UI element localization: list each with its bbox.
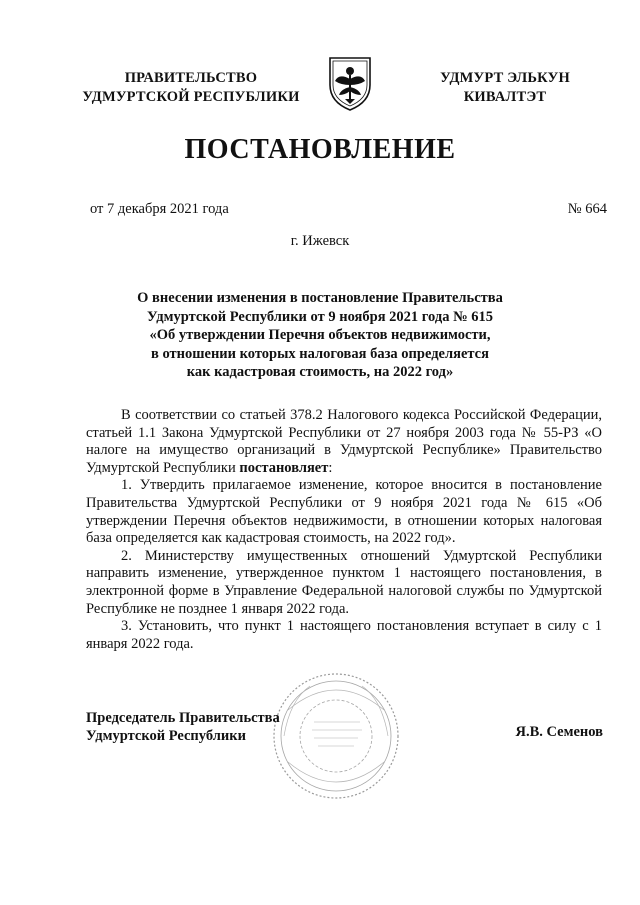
signatory-name: Я.В. Семенов bbox=[515, 724, 603, 740]
item-1-paragraph: 1. Утвердить прилагаемое изменение, которое вносится в постановление Правительства Удмуртской Республики от 9 ноября 2021 года № 615 «Об утверждении Перечня объектов недвижимости, в отношении которых налоговая база определяется как кадастровая стоимость, на 2022 год». bbox=[86, 477, 602, 547]
document-date: от 7 декабря 2021 года bbox=[90, 201, 229, 217]
document-body bbox=[86, 407, 602, 653]
coat-of-arms-icon bbox=[327, 55, 373, 113]
document-number: № 664 bbox=[567, 201, 607, 217]
subject-line: О внесении изменения в постановление Правительства bbox=[137, 290, 503, 306]
subject-line: в отношении которых налоговая база определяется bbox=[151, 345, 489, 362]
item-2-paragraph: 2. Министерству имущественных отношений Удмуртской Республики направить изменение, утвержденное пунктом 1 настоящего постановления, в электронной форме в Управление Федеральной налоговой службы по Удмуртской Республике не позднее 1 января 2022 года. bbox=[86, 547, 602, 617]
official-stamp-icon bbox=[270, 670, 402, 802]
item-3-paragraph: 3. Установить, что пункт 1 настоящего постановления вступает в силу с 1 января 2022 года. bbox=[86, 618, 602, 652]
document-subject bbox=[100, 289, 540, 382]
issuer-udmurt bbox=[402, 69, 608, 107]
issuer-udmurt-line1: УДМУРТ ЭЛЬКУН bbox=[440, 70, 570, 86]
issuer-russian-line1: ПРАВИТЕЛЬСТВО bbox=[124, 70, 258, 86]
issuer-russian-line2: УДМУРТСКОЙ РЕСПУБЛИКИ bbox=[82, 89, 300, 105]
intro-text: В соответствии со статьей 378.2 Налогового кодекса Российской Федерации, статьей 1.1 Закона Удмуртской Республики от 27 ноября 2003 года № 55-РЗ «О налоге на имущество организаций в Удмуртской Республике» Правительство Удмуртской Республики bbox=[86, 407, 602, 476]
document-title: ПОСТАНОВЛЕНИЕ bbox=[184, 134, 456, 165]
document-city: г. Ижевск bbox=[290, 233, 350, 249]
intro-colon: : bbox=[328, 459, 333, 476]
subject-line: «Об утверждении Перечня объектов недвижимости, bbox=[149, 327, 491, 343]
subject-line: Удмуртской Республики от 9 ноября 2021 года № 615 bbox=[146, 308, 494, 325]
intro-paragraph bbox=[86, 407, 602, 477]
issuer-russian bbox=[62, 69, 320, 107]
intro-bold-word: постановляет bbox=[239, 459, 329, 476]
issuer-udmurt-line2: КИВАЛТЭТ bbox=[463, 89, 547, 105]
signatory-position-line1: Председатель Правительства bbox=[86, 710, 280, 726]
subject-line: как кадастровая стоимость, на 2022 год» bbox=[186, 364, 454, 380]
signatory-position bbox=[86, 709, 280, 745]
signatory-position-line2: Удмуртской Республики bbox=[86, 728, 246, 744]
